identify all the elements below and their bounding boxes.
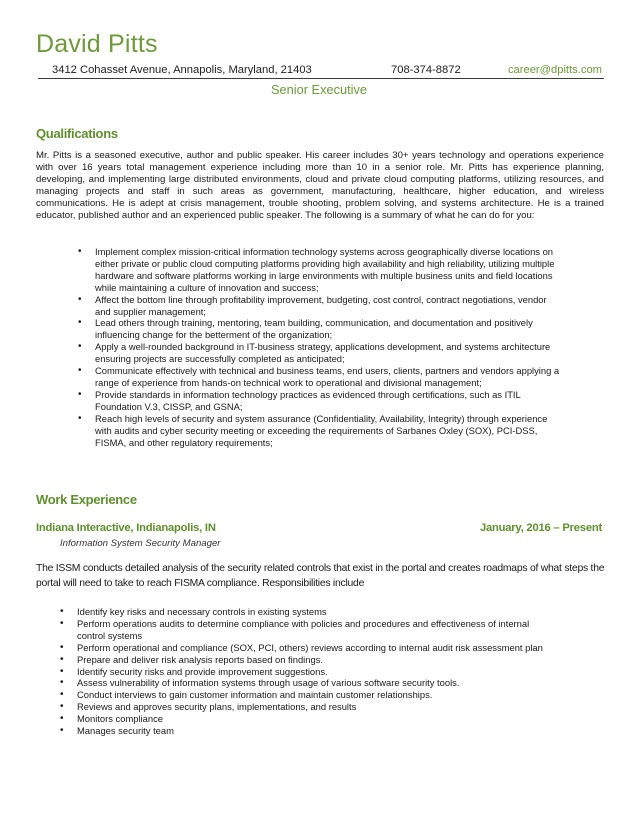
bullet-icon: • xyxy=(78,388,82,400)
list-item: • Affect the bottom line through profitability improvement, budgeting, cost control, contract negotiations, vendor and supplier management; xyxy=(78,293,547,317)
list-item: • Assess vulnerability of information systems through usage of various software security tools. xyxy=(60,677,460,689)
bullet-icon: • xyxy=(60,725,64,737)
list-item: • Identify key risks and necessary controls in existing systems xyxy=(60,606,327,617)
job-role: Information System Security Manager xyxy=(60,538,221,549)
bullet-icon: • xyxy=(78,317,82,329)
bullet-icon: • xyxy=(78,246,82,257)
list-item: • Manages security team xyxy=(60,725,174,737)
list-item: • Apply a well-rounded background in IT-business strategy, applications development, and systems architecture ensuring projects are successfully completed as anticipated; xyxy=(78,341,551,365)
email-link[interactable]: career@dpitts.com xyxy=(507,64,602,76)
list-item: • Prepare and deliver risk analysis reports based on findings. xyxy=(60,653,323,665)
bullet-icon: • xyxy=(78,412,82,424)
phone: 708-374-8872 xyxy=(391,64,461,76)
list-item: • Communicate effectively with technical and business teams, end users, clients, partners and vendors applying a range of experience from hands-on technical work to operational and divisional management; xyxy=(78,365,560,388)
bullet-icon: • xyxy=(60,665,64,677)
qualifications-list xyxy=(78,246,560,448)
bullet-icon: • xyxy=(60,606,64,617)
bullet-icon: • xyxy=(78,365,82,377)
bullet-icon: • xyxy=(60,677,64,689)
bullet-icon: • xyxy=(60,701,64,713)
candidate-name: David Pitts xyxy=(36,30,158,58)
section-title-qualifications: Qualifications xyxy=(36,126,118,141)
job-summary: The ISSM conducts detailed analysis of the security related controls that exist in the portal and creates roadmaps of what steps the portal will need to take to reach FISMA compliance. Responsibilities include xyxy=(36,563,605,589)
job-company: Indiana Interactive, Indianapolis, IN xyxy=(36,522,216,534)
bullet-icon: • xyxy=(60,713,64,725)
qualifications-summary: Mr. Pitts is a seasoned executive, author and public speaker. His career includes 30+ years technology and operations experience with over 16 years total management experience including more than 10 in a senior role. Mr. Pitts has experience planning, developing, and implementing large distributed environments, cloud and private cloud computing platforms, utilizing resources, and managing projects and staff in such areas as government, manufacturing, healthcare, higher education, and wireless communications. He is adept at crisis management, trouble shooting, problem solving, and systems architecture. He is a trained educator, published author and an experienced public speaker. The following is a summary of what he can do for you: xyxy=(36,150,604,222)
list-item: • Lead others through training, mentoring, team building, communication, and documentation and positively influencing change for the betterment of the organization; xyxy=(78,317,533,341)
list-item: • Conduct interviews to gain customer information and maintain customer relationships. xyxy=(60,689,433,701)
bullet-icon: • xyxy=(60,689,64,701)
headline: Senior Executive xyxy=(270,82,368,97)
list-item: • Identify security risks and provide improvement suggestions. xyxy=(60,665,328,677)
address: 3412 Cohasset Avenue, Annapolis, Maryland, 21403 xyxy=(52,64,312,76)
list-item: • Perform operations audits to determine compliance with policies and procedures and effectiveness of internal control systems xyxy=(60,617,530,641)
list-item: • Reach high levels of security and system assurance (Confidentiality, Availability, Integrity) through experience with audits and cyber security meeting or exceeding the requirements of Sarbanes Oxley (SOX), PCI-DSS, FISMA, and other regulatory requirements; xyxy=(78,412,548,448)
bullet-icon: • xyxy=(60,641,64,653)
job-dates: January, 2016 – Present xyxy=(479,522,602,534)
section-title-work-experience: Work Experience xyxy=(36,492,137,507)
bullet-icon: • xyxy=(60,653,64,665)
list-item: • Monitors compliance xyxy=(60,713,163,725)
job-responsibilities-list xyxy=(60,606,554,737)
bullet-icon: • xyxy=(78,293,82,305)
list-item: • Provide standards in information technology practices as evidenced through certifications, such as ITIL Foundation V.3, CISSP, and GSNA; xyxy=(78,388,521,412)
contact-line xyxy=(38,64,604,79)
bullet-icon: • xyxy=(60,617,64,629)
bullet-icon: • xyxy=(78,341,82,353)
list-item: • Perform operational and compliance (SOX, PCI, others) reviews according to internal audit risk assessment plan xyxy=(60,641,543,653)
list-item: • Implement complex mission-critical information technology systems across geographically diverse locations on either private or public cloud computing platforms providing high availability and high reliability, utilizing multiple hardware and software platforms working in large environments with multiple business units and field locations while maintaining a culture of innovation and success; xyxy=(78,246,555,293)
list-item: • Reviews and approves security plans, implementations, and results xyxy=(60,701,357,713)
